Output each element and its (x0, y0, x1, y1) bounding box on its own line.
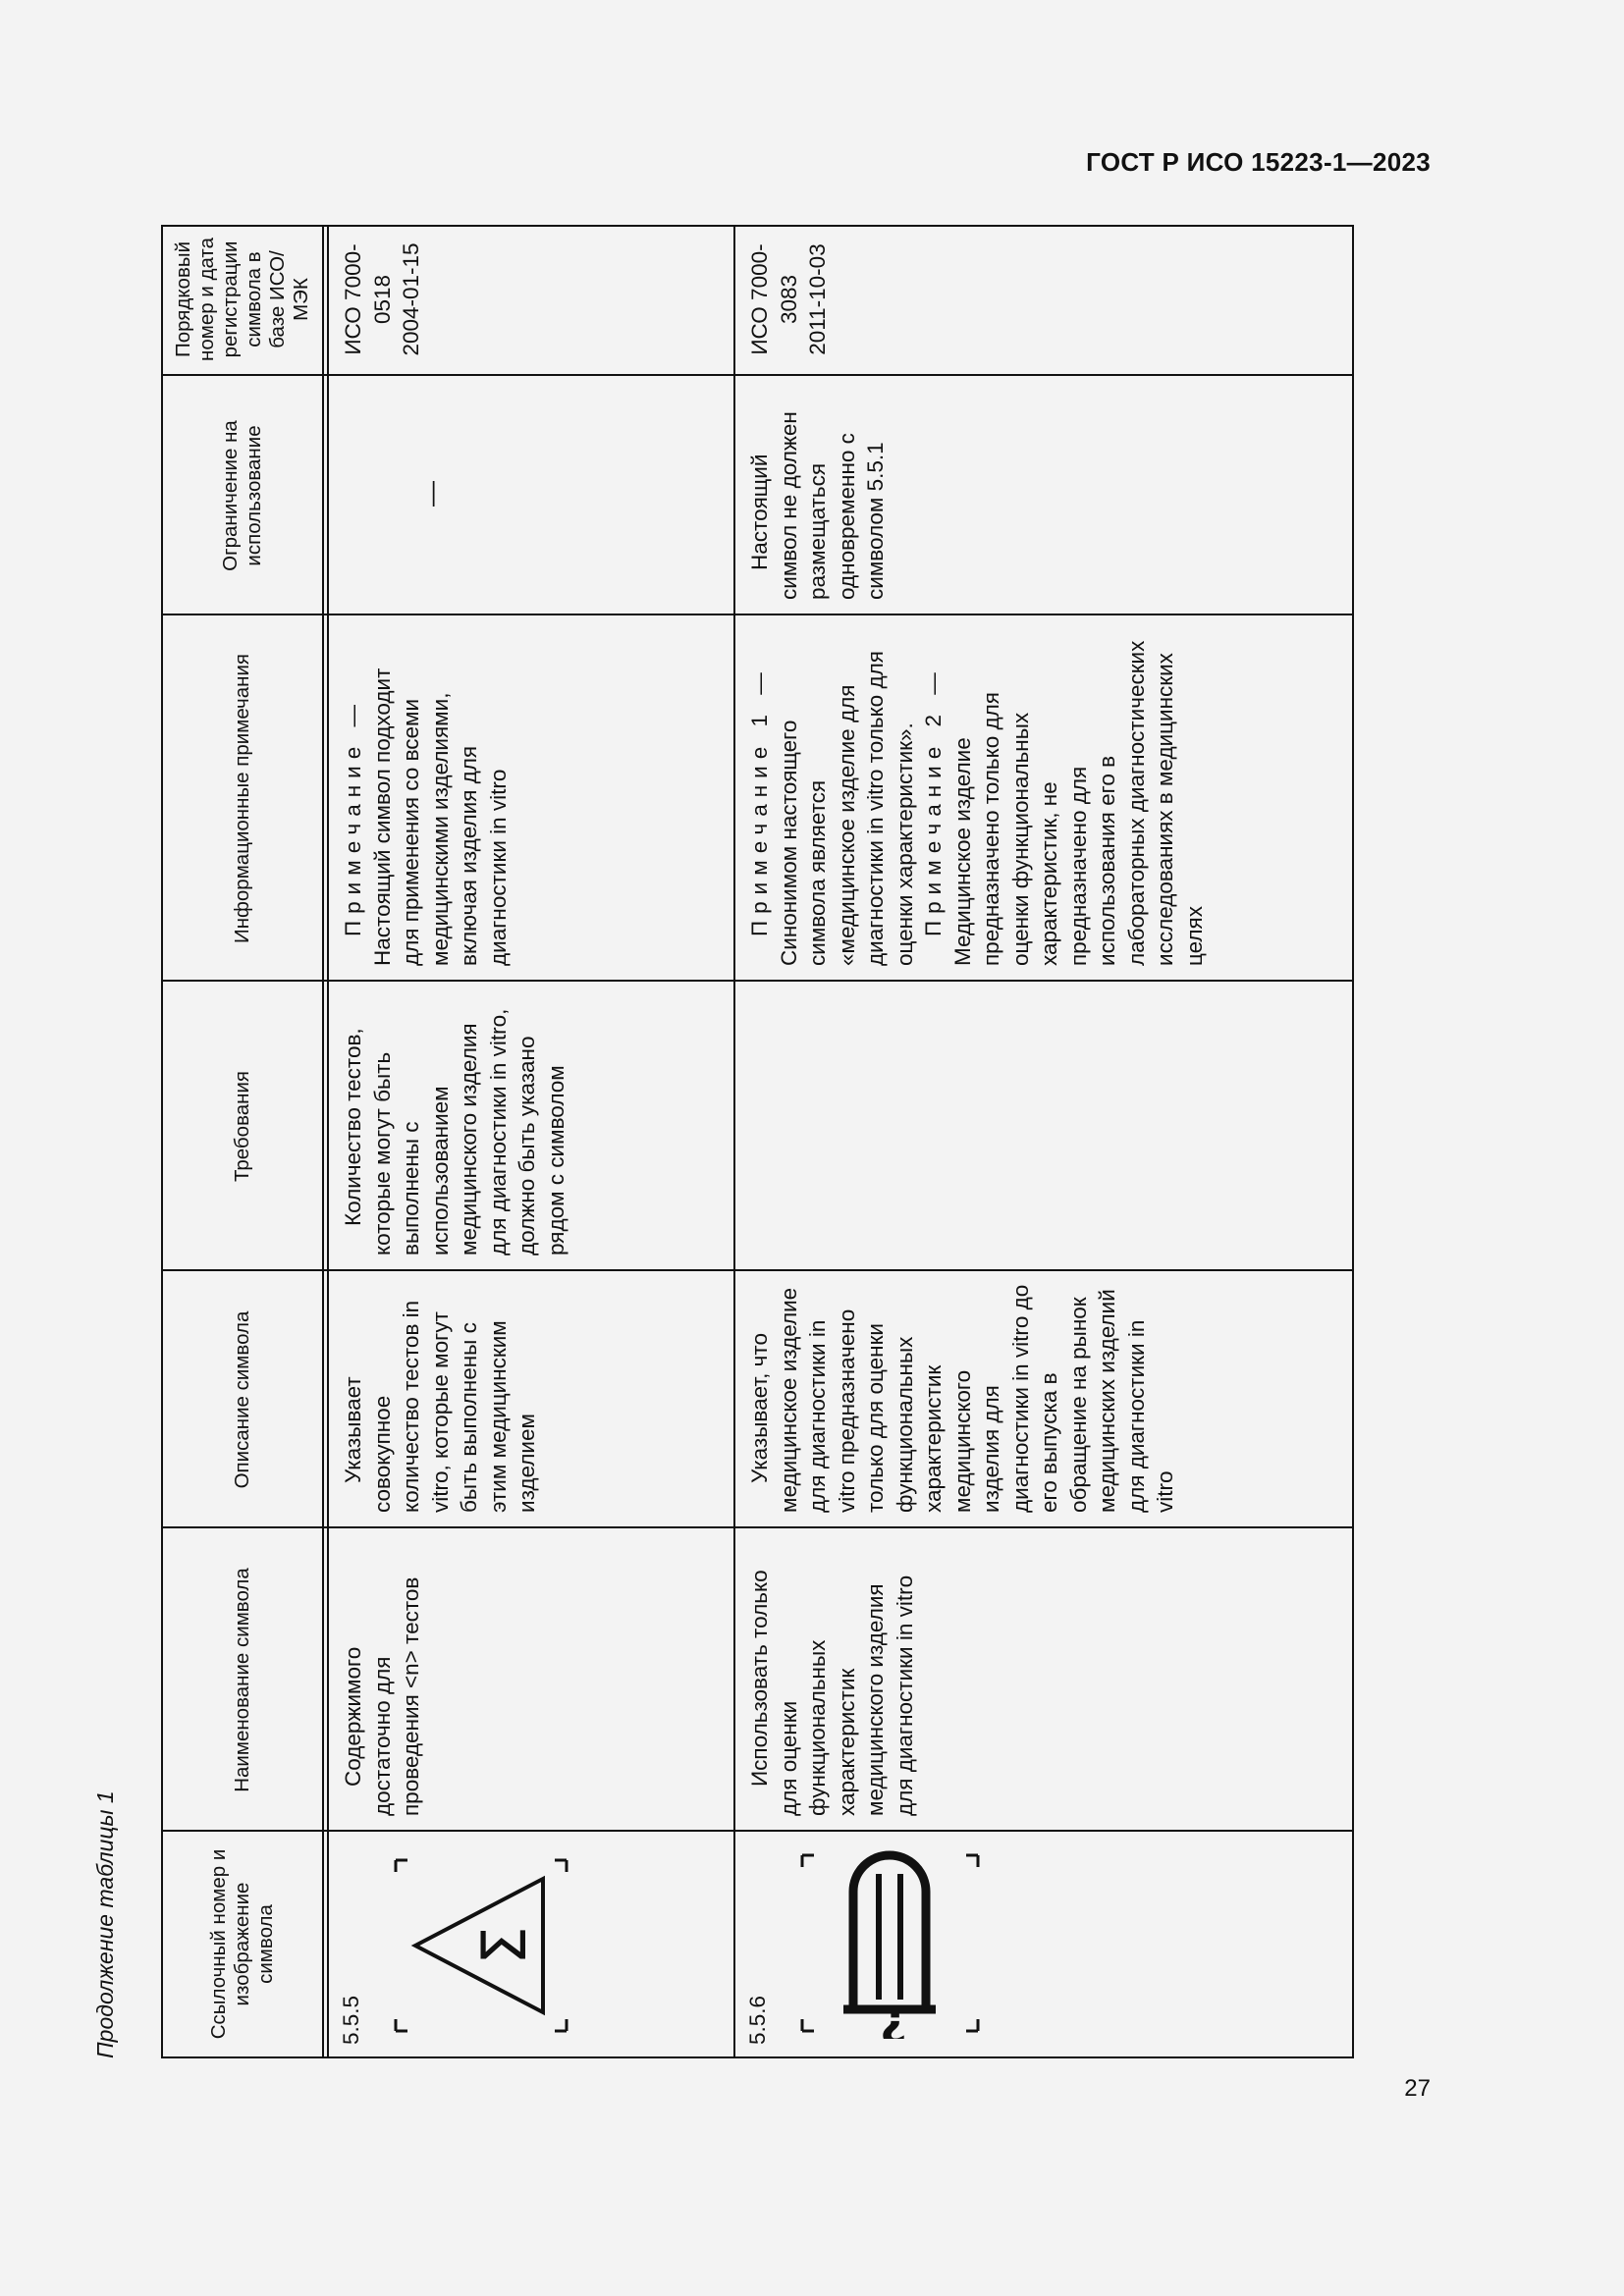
note-text: Синонимом настоящего символа является «медицинское изделие для диагностики in vitro только для оценки характеристик». (776, 651, 917, 966)
note-text: Настоящий символ подходит для применения со всеми медицинскими изделиями, включая изделия для диагностики in vitro (369, 667, 511, 966)
note-label: Примечание 1 — (747, 666, 772, 936)
restriction-text: Настоящий символ не должен размещаться одновременно с символом 5.5.1 (747, 411, 888, 600)
column-header-description: Описание символа (231, 1310, 253, 1489)
requirements-text: Количество тестов, которые могут быть выполнены с использованием медицинского изделия для диагностики in vitro, должно быть указано рядом с символом (341, 1008, 568, 1255)
table-row (329, 1832, 733, 2056)
symbol-name-cell (735, 1528, 1356, 1832)
column-header-requirements: Требования (231, 1070, 253, 1183)
notes-cell (329, 615, 733, 982)
column-header-restriction: Ограничение на использование (219, 420, 265, 571)
column-header-registration: Порядковый номер и дата регистрации символа в базе ИСО/МЭК (172, 238, 312, 361)
requirements-cell (329, 982, 733, 1271)
column-header-notes: Информационные примечания (231, 654, 253, 944)
symbol-description: Указывает, что медицинское изделие для диагностики in vitro предназначено только для оценки функциональных характеристик медицинского изделия для диагностики in vitro до его выпуска в обращение на рынок медицинских изделий для диагностики in vitro (747, 1284, 1177, 1513)
restriction-text: — (416, 481, 446, 507)
symbols-table (161, 225, 1354, 2058)
registration-cell (329, 223, 733, 376)
requirements-cell (735, 982, 1356, 1271)
table-caption: Продолжение таблицы 1 (92, 1790, 118, 2058)
registration-date: 2011-10-03 (805, 243, 830, 355)
rotated-table-block (92, 225, 1354, 2058)
registration-number: ИСО 7000-3083 (747, 243, 801, 355)
table-row (735, 1832, 1356, 2056)
symbol-name-cell (329, 1528, 733, 1832)
column-header-name: Наименование символа (231, 1568, 253, 1792)
note-label: Примечание 2 — (921, 666, 946, 936)
sigma-triangle-icon (388, 1852, 574, 2039)
test-tube-question-icon (794, 1847, 986, 2039)
symbol-ref-number: 5.5.5 (339, 1995, 363, 2045)
restriction-cell (735, 376, 1356, 615)
registration-number: ИСО 7000-0518 (341, 243, 395, 355)
symbol-name: Использовать только для оценки функциональных характеристик медицинского изделия для диагностики in vitro (747, 1570, 917, 1816)
symbol-name: Содержимого достаточно для проведения <n> тестов (341, 1576, 423, 1816)
registration-cell (735, 223, 1356, 376)
notes-cell (735, 615, 1356, 982)
symbol-description-cell (329, 1271, 733, 1528)
page-number: 27 (1404, 2075, 1431, 2102)
header-double-rule (322, 227, 329, 2056)
symbol-description: Указывает совокупное количество тестов in vitro, которые могут быть выполнены с этим медицинским изделием (341, 1300, 539, 1513)
note-text: Медицинское изделие предназначено только для оценки функциональных характеристик, не предназначено для использования его в лабораторных диагностических исследованиях в медицинских целях (949, 640, 1207, 966)
note-label: Примечание — (341, 698, 365, 936)
question-glyph: ? (880, 1998, 907, 2039)
column-header-ref: Ссылочный номер и изображение символа (207, 1848, 277, 2040)
registration-date: 2004-01-15 (399, 242, 423, 356)
symbol-description-cell (735, 1271, 1356, 1528)
symbol-ref-number: 5.5.6 (745, 1995, 770, 2045)
document-code: ГОСТ Р ИСО 15223-1—2023 (1086, 147, 1431, 177)
restriction-cell (329, 376, 733, 615)
sigma-glyph: Σ (468, 1926, 540, 1965)
